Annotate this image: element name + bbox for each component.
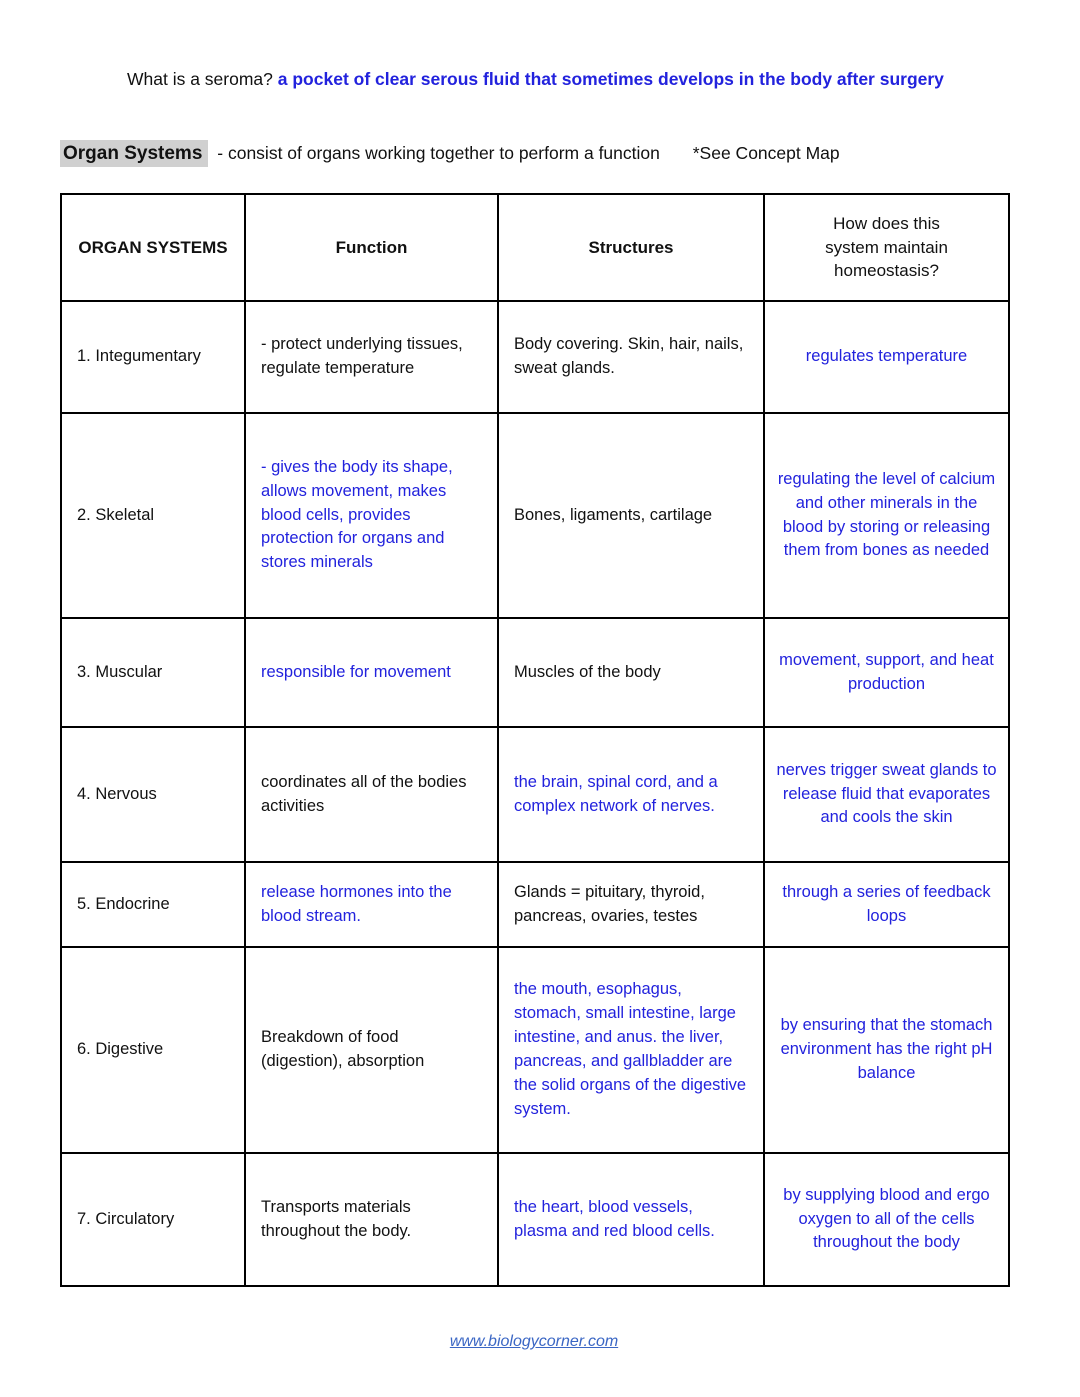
header-organ-systems-label: ORGAN SYSTEMS: [78, 237, 228, 257]
function-cell: Breakdown of food (digestion), absorption: [245, 947, 498, 1153]
system-cell: 6. Digestive: [61, 947, 245, 1153]
system-cell: 2. Skeletal: [61, 413, 245, 618]
term-definition: - consist of organs working together to perform a function: [217, 143, 660, 163]
term-organ-systems: Organ Systems: [60, 140, 208, 167]
function-cell: coordinates all of the bodies activities: [245, 727, 498, 862]
structures-cell: Body covering. Skin, hair, nails, sweat glands.: [498, 301, 764, 413]
table-row: [61, 301, 1009, 413]
system-cell: 5. Endocrine: [61, 862, 245, 947]
homeostasis-cell: nerves trigger sweat glands to release fluid that evaporates and cools the skin: [764, 727, 1009, 862]
table-row: [61, 1153, 1009, 1286]
header-homeostasis: [764, 194, 1009, 301]
table-row: [61, 862, 1009, 947]
structures-cell: Glands = pituitary, thyroid, pancreas, ovaries, testes: [498, 862, 764, 947]
structures-cell: the heart, blood vessels, plasma and red blood cells.: [498, 1153, 764, 1286]
homeostasis-cell: through a series of feedback loops: [764, 862, 1009, 947]
table-row: [61, 727, 1009, 862]
organ-systems-table: [60, 193, 1010, 1287]
seroma-question-line: [60, 62, 972, 97]
table-row: [61, 947, 1009, 1153]
organ-systems-definition-line: [60, 141, 1008, 166]
table-header-row: [61, 194, 1009, 301]
homeostasis-cell: by ensuring that the stomach environment has the right pH balance: [764, 947, 1009, 1153]
table-row: [61, 618, 1009, 727]
homeostasis-cell: regulating the level of calcium and other minerals in the blood by storing or releasing them from bones as needed: [764, 413, 1009, 618]
system-cell: 1. Integumentary: [61, 301, 245, 413]
header-homeostasis-label: How does this system maintain homeostasis?: [825, 213, 948, 281]
structures-cell: Muscles of the body: [498, 618, 764, 727]
system-cell: 3. Muscular: [61, 618, 245, 727]
table-header: [61, 194, 1009, 301]
structures-cell: Bones, ligaments, cartilage: [498, 413, 764, 618]
header-organ-systems: [61, 194, 245, 301]
seroma-answer: a pocket of clear serous fluid that sometimes develops in the body after surgery: [277, 69, 944, 89]
function-cell: responsible for movement: [245, 618, 498, 727]
biologycorner-link[interactable]: www.biologycorner.com: [449, 1333, 619, 1350]
organ-table-body: [61, 301, 1009, 1286]
function-cell: - protect underlying tissues, regulate temperature: [245, 301, 498, 413]
table-row: [61, 413, 1009, 618]
homeostasis-cell: movement, support, and heat production: [764, 618, 1009, 727]
function-cell: - gives the body its shape, allows movement, makes blood cells, provides protection for organs and stores minerals: [245, 413, 498, 618]
header-structures: [498, 194, 764, 301]
structures-cell: the brain, spinal cord, and a complex network of nerves.: [498, 727, 764, 862]
system-cell: 4. Nervous: [61, 727, 245, 862]
header-structures-label: Structures: [588, 237, 674, 257]
homeostasis-cell: regulates temperature: [764, 301, 1009, 413]
homeostasis-cell: by supplying blood and ergo oxygen to all of the cells throughout the body: [764, 1153, 1009, 1286]
function-cell: Transports materials throughout the body.: [245, 1153, 498, 1286]
header-function: [245, 194, 498, 301]
page-footer: [60, 1333, 1008, 1351]
function-cell: release hormones into the blood stream.: [245, 862, 498, 947]
structures-cell: the mouth, esophagus, stomach, small intestine, large intestine, and anus. the liver, pancreas, and gallbladder are the solid organs of the digestive system.: [498, 947, 764, 1153]
header-function-label: Function: [335, 237, 408, 257]
system-cell: 7. Circulatory: [61, 1153, 245, 1286]
concept-map-note: *See Concept Map: [692, 143, 840, 163]
seroma-question-label: What is a seroma?: [127, 69, 273, 89]
